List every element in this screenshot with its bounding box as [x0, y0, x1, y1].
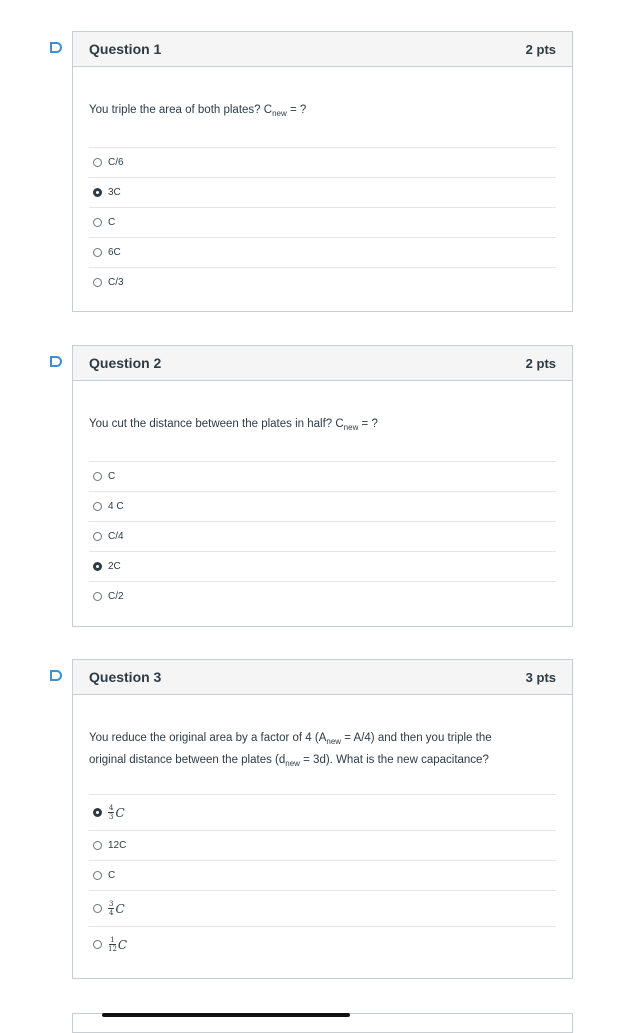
radio-button-icon[interactable]: [93, 904, 102, 913]
answer-option[interactable]: 2C: [89, 551, 556, 581]
question-3-card: [72, 659, 573, 979]
answer-option[interactable]: C: [89, 207, 556, 237]
question-header: [73, 32, 572, 67]
answer-option[interactable]: 6C: [89, 237, 556, 267]
question-header: [73, 660, 572, 695]
answer-option[interactable]: 4 C: [89, 491, 556, 521]
answer-list: [89, 461, 556, 611]
radio-button-icon[interactable]: [93, 808, 102, 817]
fraction: $\frac{1}{12}$: [108, 936, 117, 953]
radio-button-icon[interactable]: [93, 248, 102, 257]
question-points: 2 pts: [525, 41, 556, 57]
radio-button-icon[interactable]: [93, 188, 102, 197]
answer-option[interactable]: C/2: [89, 581, 556, 611]
radio-button-icon[interactable]: [93, 841, 102, 850]
answer-option[interactable]: C/4: [89, 521, 556, 551]
question-points: 2 pts: [525, 355, 556, 371]
question-points: 3 pts: [525, 669, 556, 685]
radio-button-icon[interactable]: [93, 940, 102, 949]
radio-button-icon[interactable]: [93, 278, 102, 287]
answer-option[interactable]: $\frac{4}{3}$ C: [89, 794, 556, 830]
radio-button-icon[interactable]: [93, 592, 102, 601]
radio-button-icon[interactable]: [93, 532, 102, 541]
question-title: Question 2: [89, 355, 162, 371]
question-2-card: [72, 345, 573, 627]
answer-option[interactable]: 3C: [89, 177, 556, 207]
radio-button-icon[interactable]: [93, 562, 102, 571]
answer-option[interactable]: $\frac{1}{12}$ C: [89, 926, 556, 962]
answer-option[interactable]: C: [89, 860, 556, 890]
fraction: $\frac{4}{3}$: [109, 804, 114, 821]
radio-button-icon[interactable]: [93, 502, 102, 511]
flag-bookmark-icon[interactable]: [50, 670, 62, 681]
question-prompt: You reduce the original area by a factor of 4 $(A_{new} = A/4)$ and then you triple the original distance between the plates $(d_{new} = 3d)$. What is the new capacitance?: [89, 732, 492, 768]
question-header: [73, 346, 572, 381]
answer-list: [89, 147, 556, 297]
home-indicator[interactable]: [102, 1013, 350, 1017]
flag-bookmark-icon[interactable]: [50, 42, 62, 53]
radio-button-icon[interactable]: [93, 218, 102, 227]
answer-option[interactable]: C: [89, 461, 556, 491]
question-title: Question 1: [89, 41, 162, 57]
flag-bookmark-icon[interactable]: [50, 356, 62, 367]
question-prompt: You cut the distance between the plates in half? $C_{new}$ = ?: [89, 418, 378, 432]
answer-list: [89, 794, 556, 962]
answer-option[interactable]: $\frac{3}{4}$ C: [89, 890, 556, 926]
radio-button-icon[interactable]: [93, 472, 102, 481]
fraction: $\frac{3}{4}$: [109, 900, 114, 917]
radio-button-icon[interactable]: [93, 158, 102, 167]
question-title: Question 3: [89, 669, 162, 685]
question-1-card: [72, 31, 573, 312]
answer-option[interactable]: C/6: [89, 147, 556, 177]
answer-option[interactable]: 12C: [89, 830, 556, 860]
question-prompt: You triple the area of both plates? $C_{new}$ = ?: [89, 104, 307, 118]
answer-option[interactable]: C/3: [89, 267, 556, 297]
radio-button-icon[interactable]: [93, 871, 102, 880]
